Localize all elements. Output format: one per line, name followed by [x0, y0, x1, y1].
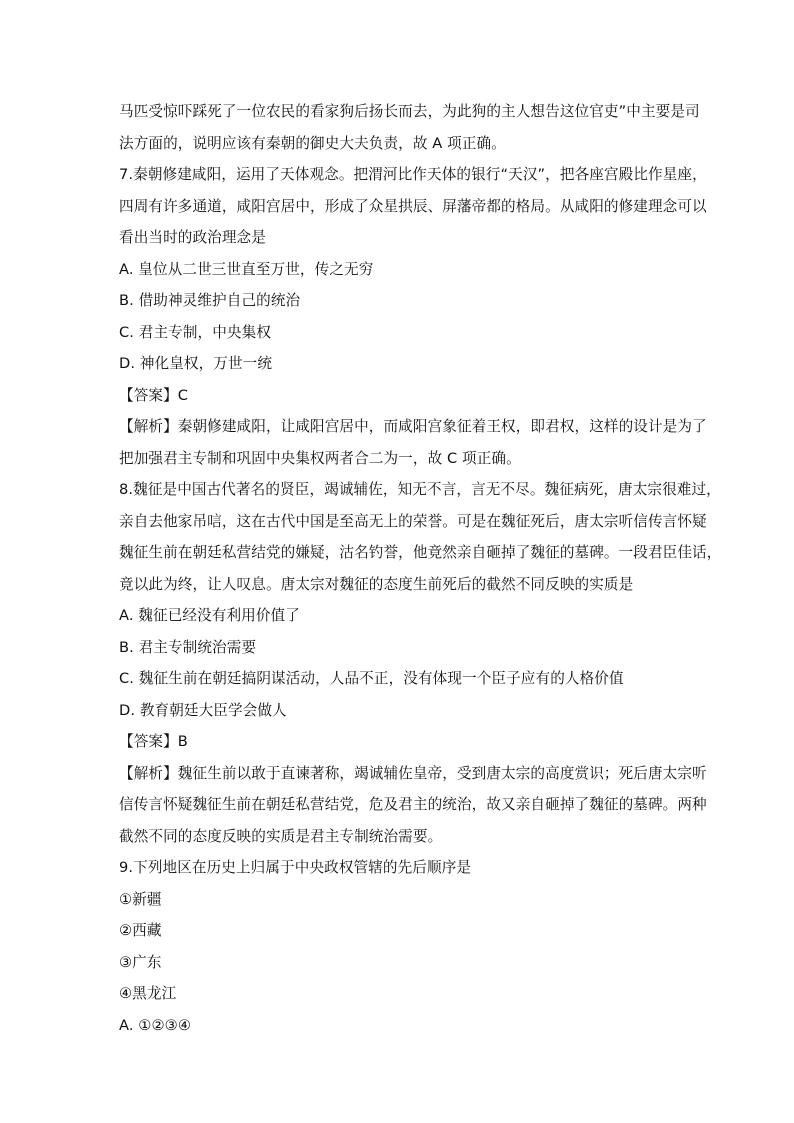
question-9-option-a: A. ①②③④	[119, 1016, 192, 1034]
question-7-stem: 看出当时的政治理念是	[119, 229, 266, 246]
question-8-option-c: C. 魏征生前在朝廷搞阴谋活动，人品不正，没有体现一个臣子应有的人格价值	[119, 670, 624, 687]
text-line: 马匹受惊吓踩死了一位农民的看家狗后扬长而去，为此狗的主人想告这位官吏”中主要是司	[119, 103, 700, 120]
question-7-analysis: 把加强君主专制和巩固中央集权两者合二为一，故 C 项正确。	[119, 449, 521, 467]
question-8-stem: 亲自去他家吊唁，这在古代中国是至高无上的荣誉。可是在魏征死后，唐太宗听信传言怀疑	[119, 512, 707, 530]
question-8-stem: 魏征生前在朝廷私营结党的嫌疑，沽名钓誉，他竟然亲自砸掉了魏征的墓碑。一段君臣佳话，	[119, 544, 722, 561]
question-8-analysis: 信传言怀疑魏征生前在朝廷私营结党，危及君主的统治，故又亲自砸掉了魏征的墓碑。两种	[119, 796, 707, 813]
question-8-option-d: D. 教育朝廷大臣学会做人	[119, 701, 287, 719]
question-7-stem: 四周有许多通道，咸阳宫居中，形成了众星拱辰、屏藩帝都的格局。从咸阳的修建理念可以	[119, 197, 707, 215]
question-8-analysis: 【解析】魏征生前以敢于直谏著称，竭诚辅佐皇帝，受到唐太宗的高度赏识；死后唐太宗听	[119, 764, 707, 782]
question-7-stem: 7.秦朝修建咸阳，运用了天体观念。把渭河比作天体的银行“天汉”，把各座宫殿比作星座，	[119, 166, 707, 183]
question-8-option-b: B. 君主专制统治需要	[119, 638, 257, 656]
question-8-stem: 8.魏征是中国古代著名的贤臣，竭诚辅佐，知无不言，言无不尽。魏征病死，唐太宗很难过，	[119, 481, 721, 498]
question-7-answer: 【答案】C	[119, 386, 189, 404]
question-7-option-c: C. 君主专制，中央集权	[119, 323, 272, 341]
question-9-item: ②西藏	[119, 922, 162, 939]
question-8-option-a: A. 魏征已经没有利用价值了	[119, 607, 300, 624]
question-9-item: ③广东	[119, 953, 162, 971]
question-9-stem: 9.下列地区在历史上归属于中央政权管辖的先后顺序是	[119, 859, 472, 876]
document-body	[119, 96, 722, 1041]
question-8-analysis: 截然不同的态度反映的实质是君主专制统治需要。	[119, 827, 443, 845]
question-8-stem: 竟以此为终，让人叹息。唐太宗对魏征的态度生前死后的截然不同反映的实质是	[119, 575, 634, 593]
question-9-item: ①新疆	[119, 890, 162, 908]
question-9-item: ④黑龙江	[119, 985, 177, 1002]
question-7-option-a: A. 皇位从二世三世直至万世，传之无穷	[119, 260, 374, 278]
text-line: 法方面的，说明应该有秦朝的御史大夫负责，故 A 项正确。	[119, 134, 506, 152]
question-7-option-d: D. 神化皇权，万世一统	[119, 355, 273, 372]
question-7-analysis: 【解析】秦朝修建咸阳，让咸阳宫居中，而咸阳宫象征着王权，即君权，这样的设计是为了	[119, 418, 707, 435]
question-8-answer: 【答案】B	[119, 733, 188, 750]
question-7-option-b: B. 借助神灵维护自己的统治	[119, 292, 301, 309]
